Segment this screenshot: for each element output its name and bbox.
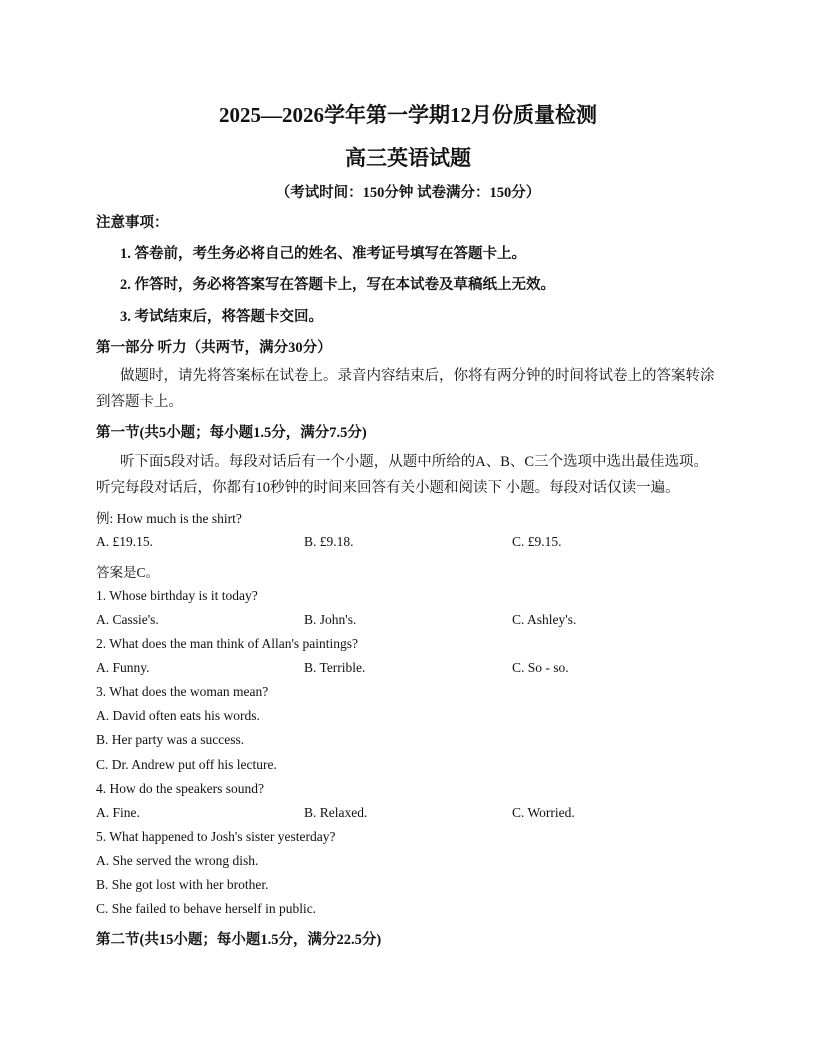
example-answer: 答案是C。: [96, 565, 160, 580]
note-item: 2. 作答时，务必将答案写在答题卡上，写在本试卷及草稿纸上无效。: [120, 277, 555, 293]
question-option: A. David often eats his words.: [96, 708, 260, 723]
question-option: B. Relaxed.: [304, 805, 368, 820]
exam-title: 2025—2026学年第一学期12月份质量检测: [219, 103, 597, 127]
exam-subject: 高三英语试题: [345, 146, 471, 170]
question-stem: 5. What happened to Josh's sister yesterday?: [96, 829, 336, 844]
question-stem: 1. Whose birthday is it today?: [96, 588, 258, 603]
example-question: 例: How much is the shirt?: [96, 511, 242, 526]
question-option: B. She got lost with her brother.: [96, 877, 269, 892]
part1-heading: 第一部分 听力（共两节，满分30分）: [96, 340, 332, 356]
notes-heading: 注意事项：: [96, 215, 169, 231]
question-option: C. So - so.: [512, 660, 569, 675]
note-item: 3. 考试结束后，将答题卡交回。: [120, 309, 323, 325]
section1-heading: 第一节(共5小题；每小题1.5分，满分7.5分): [96, 425, 367, 441]
question-option: B. Her party was a success.: [96, 732, 245, 747]
example-option-b: B. £9.18.: [304, 534, 354, 549]
question-option: B. John's.: [304, 612, 357, 627]
question-stem: 3. What does the woman mean?: [96, 684, 269, 699]
question-option: A. Cassie's.: [96, 612, 159, 627]
question-option: A. Fine.: [96, 805, 140, 820]
part1-instruction: 做题时，请先将答案标在试卷上。录音内容结束后，你将有两分钟的时间将试卷上的答案转涂到答题卡上。: [96, 368, 715, 410]
question-option: C. Ashley's.: [512, 612, 577, 627]
question-option: A. She served the wrong dish.: [96, 853, 259, 868]
question-stem: 4. How do the speakers sound?: [96, 781, 264, 796]
question-option: C. Worried.: [512, 805, 575, 820]
section1-instruction: 听下面5段对话。每段对话后有一个小题，从题中所给的A、B、C三个选项中选出最佳选项。听完每段对话后，你都有10秒钟的时间来回答有关小题和阅读下 小题。每段对话仅读一遍。: [96, 454, 709, 496]
note-item: 1. 答卷前，考生务必将自己的姓名、准考证号填写在答题卡上。: [120, 246, 526, 262]
question-option: B. Terrible.: [304, 660, 366, 675]
example-option-c: C. £9.15.: [512, 534, 562, 549]
section2-heading: 第二节(共15小题；每小题1.5分，满分22.5分): [96, 932, 382, 948]
question-option: C. Dr. Andrew put off his lecture.: [96, 757, 277, 772]
exam-info: （考试时间：150分钟 试卷满分：150分）: [275, 185, 541, 201]
question-option: C. She failed to behave herself in public.: [96, 901, 317, 916]
question-option: A. Funny.: [96, 660, 150, 675]
example-option-a: A. £19.15.: [96, 534, 153, 549]
question-stem: 2. What does the man think of Allan's paintings?: [96, 636, 359, 651]
